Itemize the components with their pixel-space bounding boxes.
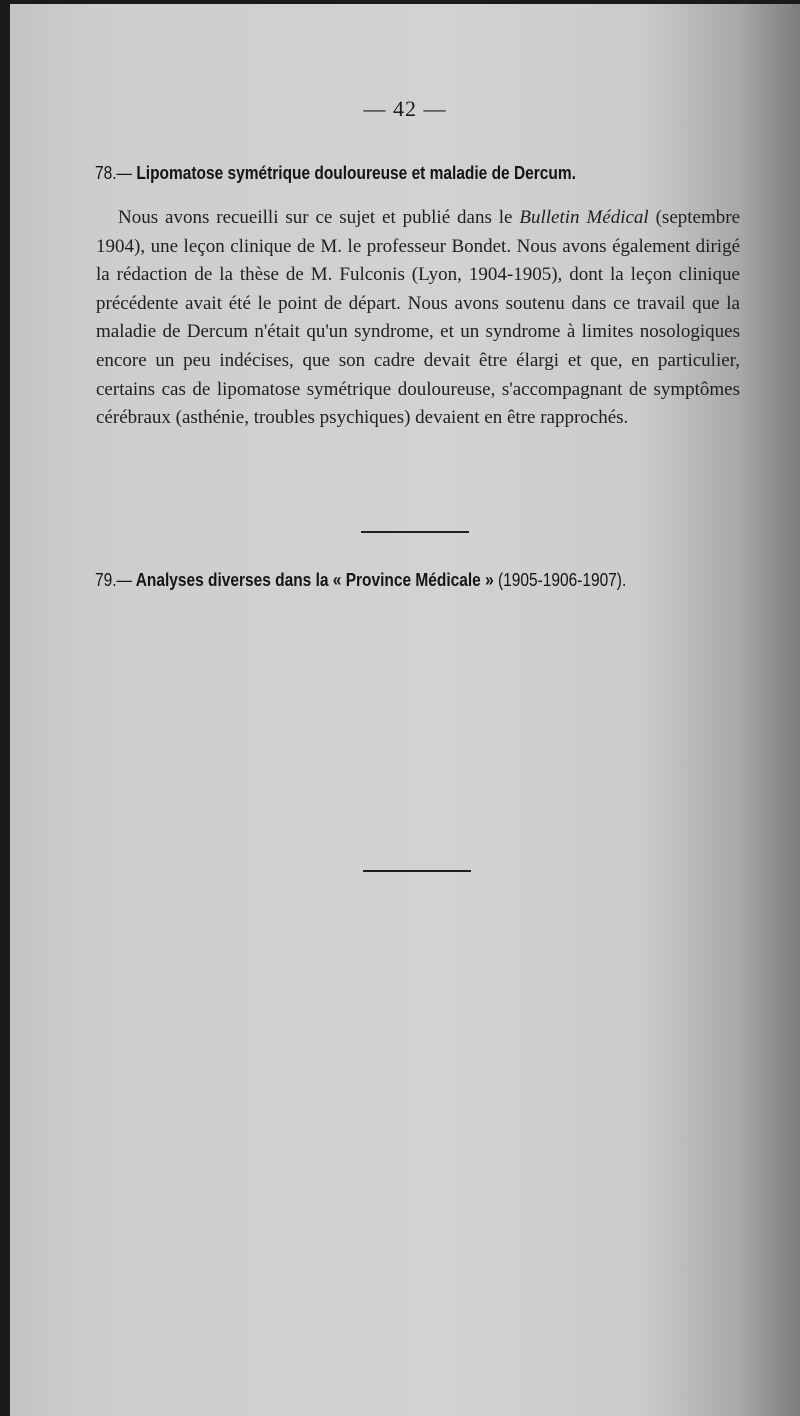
section-79-title: Analyses diverses dans la « Province Médicale » [135,570,494,590]
section-79-heading [95,570,626,591]
section-78-heading [95,163,576,184]
section-78-body [96,204,740,433]
section-78-body-text-2: (septembre 1904), une leçon clinique de M. le professeur Bondet. Nous avons également dirigé la rédaction de la thèse de M. Fulconis (Lyon, 1904-1905), dont la leçon clinique précédente avait été le point de départ. Nous avons soutenu dans ce travail que la maladie de Dercum n'était qu'un syndrome, et un syndrome à limites nosologiques encore un peu indécises, que son cadre devait être élargi et que, en particulier, certains cas de lipomatose symétrique douloureuse, s'accompagnant de symptômes cérébraux (asthénie, troubles psychiques) devaient en être rapprochés. [96,207,741,429]
section-79-number: 79.— [95,570,133,590]
section-78-body-text-1: Nous avons recueilli sur ce sujet et publié dans le [118,207,520,228]
end-divider [363,870,471,872]
book-page [10,4,800,1416]
section-78-number: 78.— [95,163,133,183]
section-divider [361,531,469,533]
section-78-journal-title: Bulletin Médical [519,207,649,228]
section-79-dates: (1905-1906-1907). [498,570,627,590]
section-78-title: Lipomatose symétrique douloureuse et maladie de Dercum. [136,163,576,183]
page-shadow [740,4,800,1416]
page-number: — 42 — [363,96,447,121]
